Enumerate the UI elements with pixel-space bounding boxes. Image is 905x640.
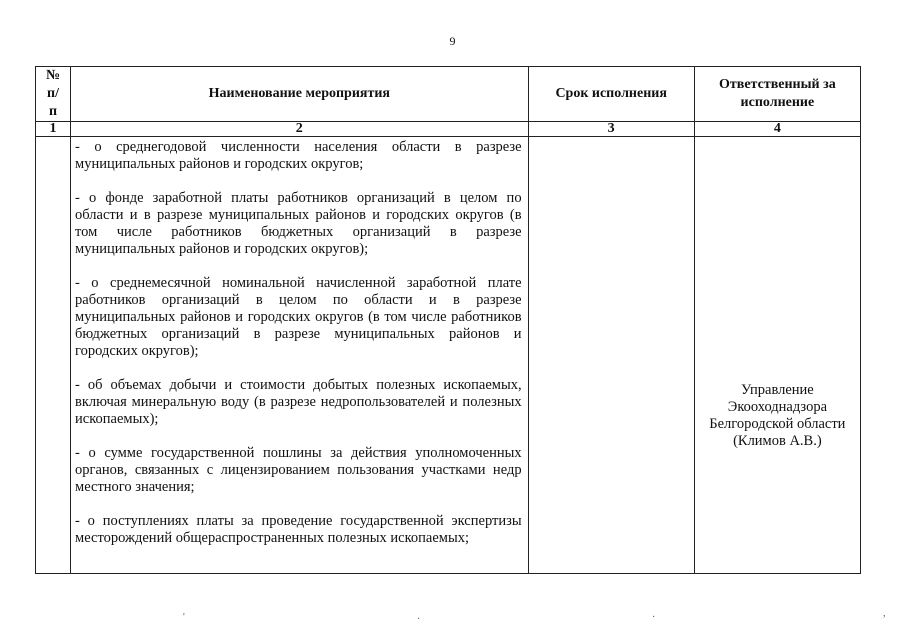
column-number-4: 4 — [694, 122, 860, 137]
header-number-text: № п/п — [45, 68, 61, 119]
list-item: - об объемах добычи и стоимости добытых полезных ископаемых, включая минеральную воду (в разрезе недропользователей и полезных ископаемых); — [75, 377, 522, 427]
measure-items-list — [71, 137, 528, 547]
list-item: - о среднемесячной номинальной начисленной заработной плате работников организаций в целом по области и в разрезе муниципальных районов и городских округов (в том числе работников бюджетных организаций в разрезе муниципальных районов и городских округов); — [75, 275, 522, 359]
scan-speck: ' — [183, 612, 185, 623]
column-number-1: 1 — [36, 122, 71, 137]
scan-speck: · — [417, 614, 421, 625]
header-number — [36, 67, 71, 122]
column-number-2: 2 — [71, 122, 529, 137]
header-deadline: Срок исполнения — [528, 67, 694, 122]
header-responsible — [694, 67, 860, 122]
list-item: - о фонде заработной платы работников организаций в целом по области и в разрезе муниципальных районов и городских округов (в том числе работников бюджетных организаций в разрезе муниципальных районов и городских округов); — [75, 190, 522, 257]
responsible-text — [695, 382, 860, 450]
responsible-wrapper — [695, 137, 860, 573]
header-row — [36, 67, 861, 122]
scan-speck: , — [883, 608, 886, 619]
list-item: - о сумме государственной пошлины за действия уполномоченных органов, связанных с лицензированием пользования участками недр местного значения; — [75, 445, 522, 495]
deadline-cell — [528, 137, 694, 574]
responsible-cell — [694, 137, 860, 574]
responsible-line: Экооходнадзора — [727, 399, 828, 415]
page-number: 9 — [449, 34, 456, 48]
table-row — [36, 137, 861, 574]
responsible-line: Белгородской области — [709, 416, 846, 432]
row-number-cell — [36, 137, 71, 574]
measure-items-cell — [71, 137, 529, 574]
responsible-line: Управление — [741, 382, 814, 398]
measures-table — [35, 66, 861, 574]
list-item: - о среднегодовой численности населения области в разрезе муниципальных районов и городских округов; — [75, 139, 522, 172]
list-item: - о поступлениях платы за проведение государственной экспертизы месторождений общераспространенных полезных ископаемых; — [75, 513, 522, 546]
column-number-row — [36, 122, 861, 137]
header-responsible-text: Ответственный за исполнение — [719, 77, 836, 110]
responsible-line: (Климов А.В.) — [733, 433, 822, 449]
column-number-3: 3 — [528, 122, 694, 137]
scan-speck: · — [652, 612, 656, 623]
header-measure-name: Наименование мероприятия — [71, 67, 529, 122]
